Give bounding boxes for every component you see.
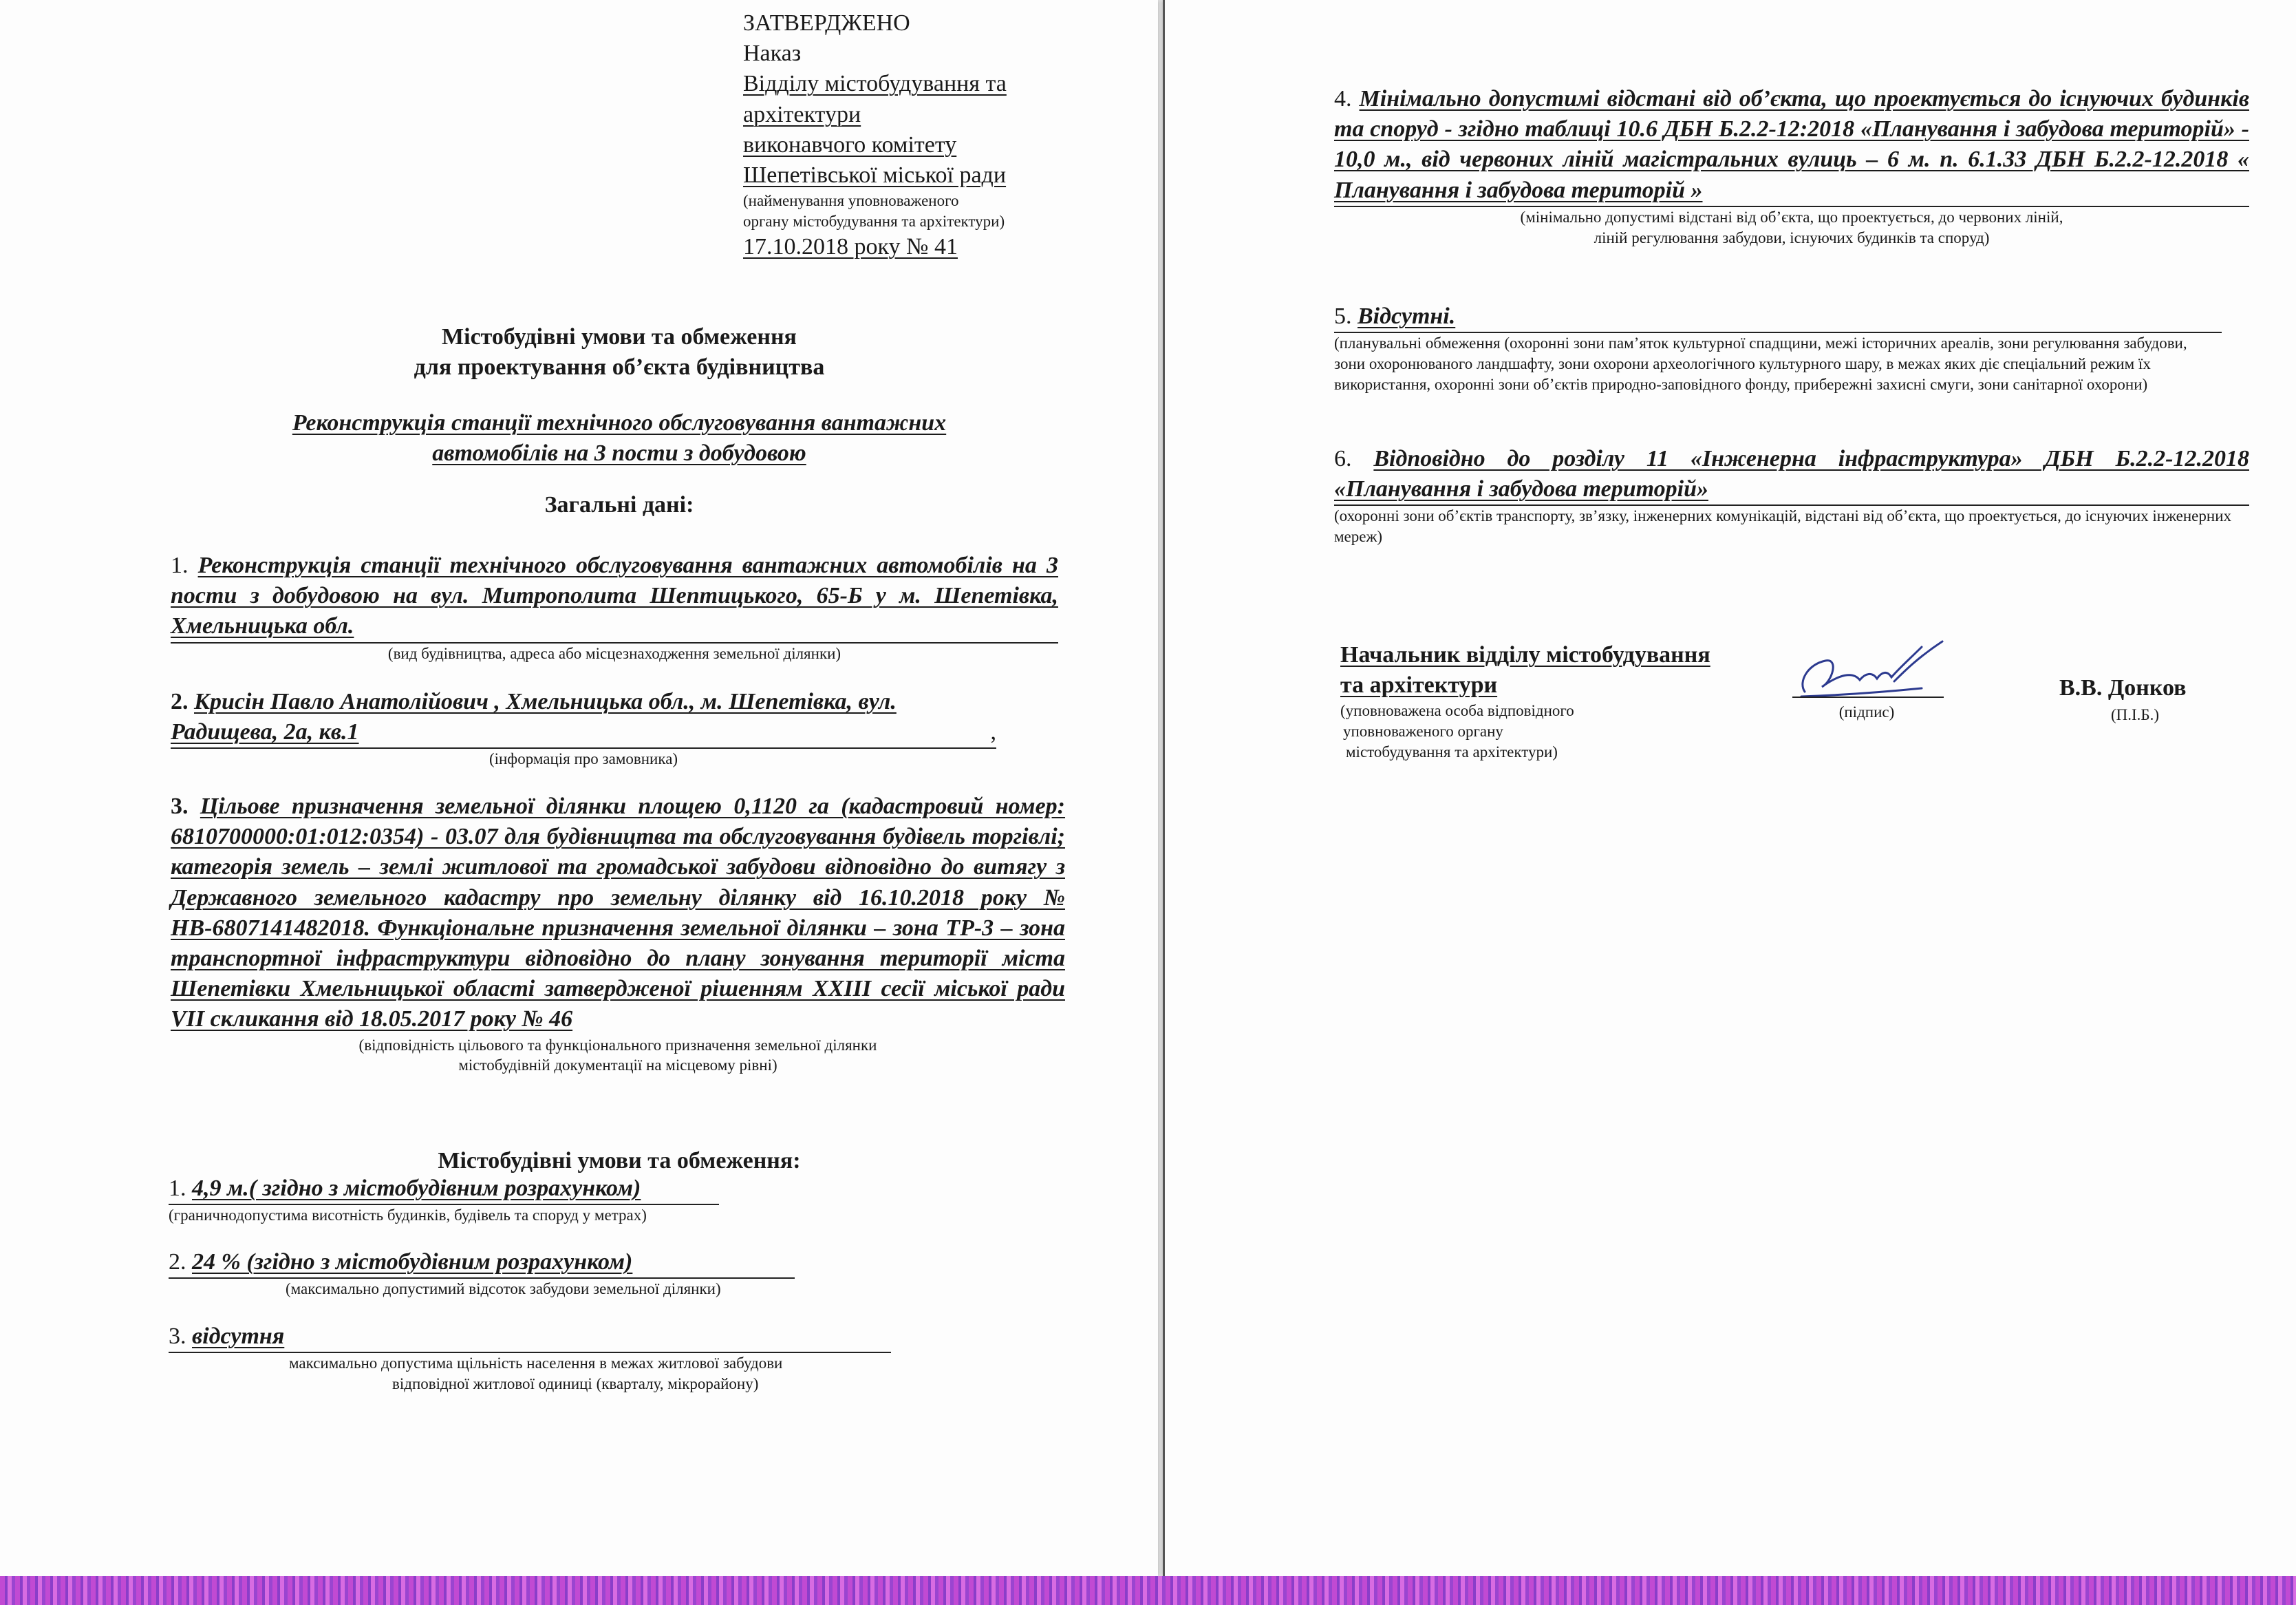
condition-item-1 <box>169 1173 788 1226</box>
document-heading <box>172 322 1066 383</box>
approval-caption-line2: органу містобудування та архітектури) <box>743 213 1005 231</box>
general-item-2-number: 2. <box>171 689 189 714</box>
signature-position <box>1340 640 1822 763</box>
signature-position-caption-line1: (уповноважена особа відповідного <box>1340 702 1574 720</box>
signature-name-caption: (П.І.Б.) <box>2110 706 2160 723</box>
condition-item-3 <box>169 1321 925 1394</box>
signature-position-caption-line2: уповноваженого органу <box>1343 723 1503 741</box>
condition-item-4-caption-line2: ліній регулювання забудови, існуючих будинків та споруд) <box>1594 228 1990 246</box>
general-item-3-text: Цільове призначення земельної ділянки площею 0,1120 га (кадастровий номер: 6810700000:01:012:0354) - 03.07 для будівництва та обслуговування будівель торгівлі; категорія земель – землі житлової та громадської забудови відповідно до витягу з Державного земельного кадастру про земельну ділянку від 16.10.2018 року № НВ-6807141482018. Функціональне призначення земельної ділянки – зона ТР-3 – зона транспортної інфраструктури відповідно до плану зонування території міста Шепетівки Хмельницької області затвердженої рішенням XXIII сесії міської ради VII скликання від 18.05.2017 року № 46 <box>171 794 1066 1032</box>
general-item-1-caption: (вид будівництва, адреса або місцезнаходження земельної ділянки) <box>387 644 841 662</box>
signature-position-caption-line3: містобудування та архітектури) <box>1346 743 1558 761</box>
general-item-1-text: Реконструкція станції технічного обслуговування вантажних автомобілів на 3 пости з добудовою на вул. Митрополита Шептицького, 65-Б у м. Шепетівка, Хмельницька обл. <box>171 553 1059 639</box>
condition-item-5-caption: (планувальні обмеження (охоронні зони пам’яток культурної спадщини, межі історичних ареалів, зони регулювання забудови, зони охоронюваного ландшафту, зони охорони археологічного культурного шару, в межах яких діє спеціальний режим їх використання, охоронні зони об’єктів природно-заповідного фонду, прибережні захисні смуги, зони санітарної охорони) <box>1334 334 2187 393</box>
approval-order: Наказ <box>743 41 802 67</box>
condition-item-6-number: 6. <box>1334 446 1352 471</box>
condition-item-4-number: 4. <box>1334 86 1352 111</box>
general-item-2-text: Крисін Павло Анатолійович , Хмельницька обл., м. Шепетівка, вул. Радищева, 2а, кв.1 <box>171 689 897 745</box>
approval-title: ЗАТВЕРДЖЕНО <box>743 10 910 36</box>
object-name-line1: Реконструкція станції технічного обслуговування вантажних <box>292 410 947 436</box>
heading-line1: Містобудівні умови та обмеження <box>442 324 797 350</box>
signature-sign-caption: (підпис) <box>1838 703 1895 721</box>
condition-item-2 <box>169 1247 857 1299</box>
condition-item-3-number: 3. <box>169 1324 186 1349</box>
condition-item-3-caption-line2: відповідної житлової одиниці (кварталу, мікрорайону) <box>392 1375 759 1393</box>
condition-item-4-text: Мінімально допустимі відстані від об’єкта, що проектується до існуючих будинків та споруд - згідно таблиці 10.6 ДБН Б.2.2-12:2018 «Планування і забудова територій» - 10,0 м., від червоних ліній магістральних вулиць – 6 м. п. 6.1.33 ДБН Б.2.2-12.2018 « Планування і забудова територій » <box>1334 86 2250 203</box>
condition-item-6-caption: (охоронні зони об’єктів транспорту, зв’язку, інженерних комунікацій, відстані від об’єкта, що проектується, до існуючих інженерних мереж) <box>1334 507 2232 546</box>
general-item-2-trailing: , <box>990 719 996 745</box>
approval-dept-line1: Відділу містобудування та <box>743 71 1007 97</box>
condition-item-4 <box>1334 84 2249 248</box>
condition-item-5-text: Відсутні. <box>1358 304 1456 329</box>
conditions-title: Містобудівні умови та обмеження: <box>438 1148 801 1173</box>
right-page <box>1163 0 2296 1576</box>
general-item-1-number: 1. <box>171 553 189 578</box>
condition-item-1-number: 1. <box>169 1176 186 1201</box>
approval-dept-line4: Шепетівської міської ради <box>743 162 1007 188</box>
condition-item-2-caption: (максимально допустимий відсоток забудови земельної ділянки) <box>286 1280 721 1298</box>
general-item-3 <box>171 791 1065 1076</box>
condition-item-1-caption: (граничнодопустима висотність будинків, будівель та споруд у метрах) <box>169 1207 647 1224</box>
condition-item-6 <box>1334 444 2249 547</box>
left-page <box>0 0 1158 1576</box>
signature-name: В.В. Донков <box>2059 675 2187 701</box>
approval-date-number: 17.10.2018 року № 41 <box>743 233 958 259</box>
condition-item-6-text: Відповідно до розділу 11 «Інженерна інфраструктура» ДБН Б.2.2-12.2018 «Планування і забудова територій» <box>1334 446 2249 502</box>
heading-line2: для проектування об’єкта будівництва <box>414 354 825 381</box>
condition-item-3-text: відсутня <box>192 1324 285 1349</box>
approval-dept-line2: архітектури <box>743 101 861 127</box>
condition-item-3-caption-line1: максимально допустима щільність населення в межах житлової забудови <box>289 1354 783 1372</box>
approval-caption-line1: (найменування уповноваженого <box>743 192 959 210</box>
general-item-2 <box>171 687 996 769</box>
condition-item-5 <box>1334 301 2249 395</box>
general-item-3-caption-line2: містобудівній документації на місцевому рівні) <box>458 1056 777 1074</box>
condition-item-2-number: 2. <box>169 1249 186 1275</box>
general-item-1 <box>171 551 1058 663</box>
object-name-line2: автомобілів на 3 пости з добудовою <box>432 440 806 467</box>
general-item-3-number: 3. <box>171 794 189 819</box>
approval-block <box>743 8 1101 262</box>
general-item-2-caption: (інформація про замовника) <box>489 750 678 768</box>
signature-position-line2: та архітектури <box>1340 672 1498 699</box>
general-item-3-caption-line1: (відповідність цільового та функціонального призначення земельної ділянки <box>358 1036 877 1054</box>
general-title: Загальні дані: <box>544 492 694 518</box>
scan-artifact-strip <box>0 1576 2296 1605</box>
condition-item-1-text: 4,9 м.( згідно з містобудівним розрахунком) <box>192 1176 641 1201</box>
approval-dept-line3: виконавчого комітету <box>743 131 957 158</box>
condition-item-4-caption-line1: (мінімально допустимі відстані від об’єкта, що проектується, до червоних ліній, <box>1520 208 2063 226</box>
condition-item-5-number: 5. <box>1334 304 1352 329</box>
signature-position-line1: Начальник відділу містобудування <box>1340 642 1710 668</box>
object-name <box>172 408 1066 469</box>
condition-item-2-text: 24 % (згідно з містобудівним розрахунком) <box>192 1249 633 1275</box>
